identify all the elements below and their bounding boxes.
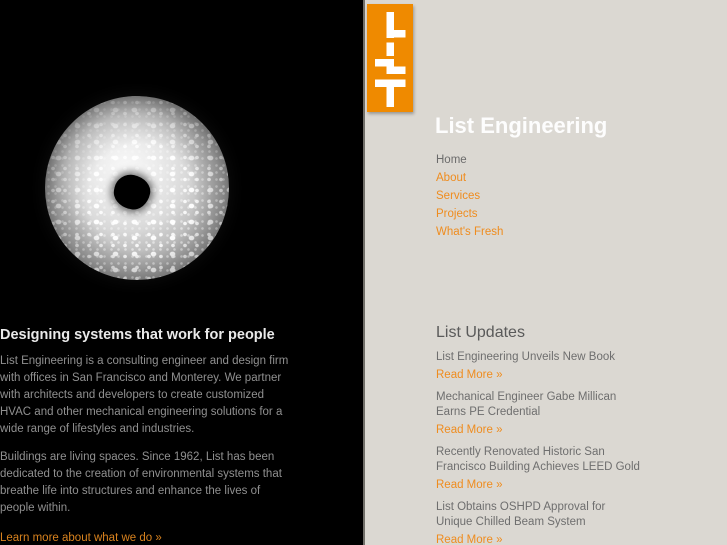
list-logo[interactable] xyxy=(367,4,413,112)
intro-paragraph-2: Buildings are living spaces. Since 1962, List has been dedicated to the creation of environmental systems that breathe life into structures and enhance the lives of people within. xyxy=(0,451,282,514)
nav-item-services[interactable]: Services xyxy=(436,190,481,202)
hero-panel xyxy=(0,0,363,545)
intro-section xyxy=(0,326,300,545)
update-title: Mechanical Engineer Gabe Millican Earns PE Credential xyxy=(436,391,617,418)
update-item xyxy=(436,500,641,545)
update-title: List Obtains OSHPD Approval for Unique Chilled Beam System xyxy=(436,501,606,528)
intro-paragraph-1: List Engineering is a consulting engineer and design firm with offices in San Francisco and Monterey. We partner with architects and developers to create customized HVAC and other mechanical engineering solutions for a wide range of lifestyles and industries. xyxy=(0,355,289,435)
content-panel xyxy=(363,0,727,545)
updates-heading: List Updates xyxy=(436,324,525,341)
nav-item xyxy=(436,204,503,222)
learn-more-link[interactable]: Learn more about what we do » xyxy=(0,532,162,544)
site-title: List Engineering xyxy=(435,113,608,138)
update-title: List Engineering Unveils New Book xyxy=(436,351,615,363)
update-item xyxy=(436,390,641,438)
read-more-link-4[interactable]: Read More » xyxy=(436,534,503,545)
nav-item-about[interactable]: About xyxy=(436,172,467,184)
nav-item xyxy=(436,186,503,204)
update-item xyxy=(436,445,641,493)
nav-item xyxy=(436,150,503,168)
read-more-link-1[interactable]: Read More » xyxy=(436,369,503,381)
main-nav xyxy=(436,150,503,240)
update-item xyxy=(436,350,641,383)
list-logo-glyph xyxy=(367,4,413,112)
updates-section xyxy=(436,323,641,545)
nav-item xyxy=(436,168,503,186)
nav-item-home[interactable]: Home xyxy=(436,154,467,166)
read-more-link-3[interactable]: Read More » xyxy=(436,479,503,491)
urchin-center-hole xyxy=(111,172,153,213)
read-more-link-2[interactable]: Read More » xyxy=(436,424,503,436)
nav-item-projects[interactable]: Projects xyxy=(436,208,478,220)
sea-urchin-photo xyxy=(45,96,229,280)
intro-heading: Designing systems that work for people xyxy=(0,327,275,343)
update-title: Recently Renovated Historic San Francisco Building Achieves LEED Gold xyxy=(436,446,640,473)
nav-item xyxy=(436,222,503,240)
nav-item-whats-fresh[interactable]: What's Fresh xyxy=(436,226,504,238)
